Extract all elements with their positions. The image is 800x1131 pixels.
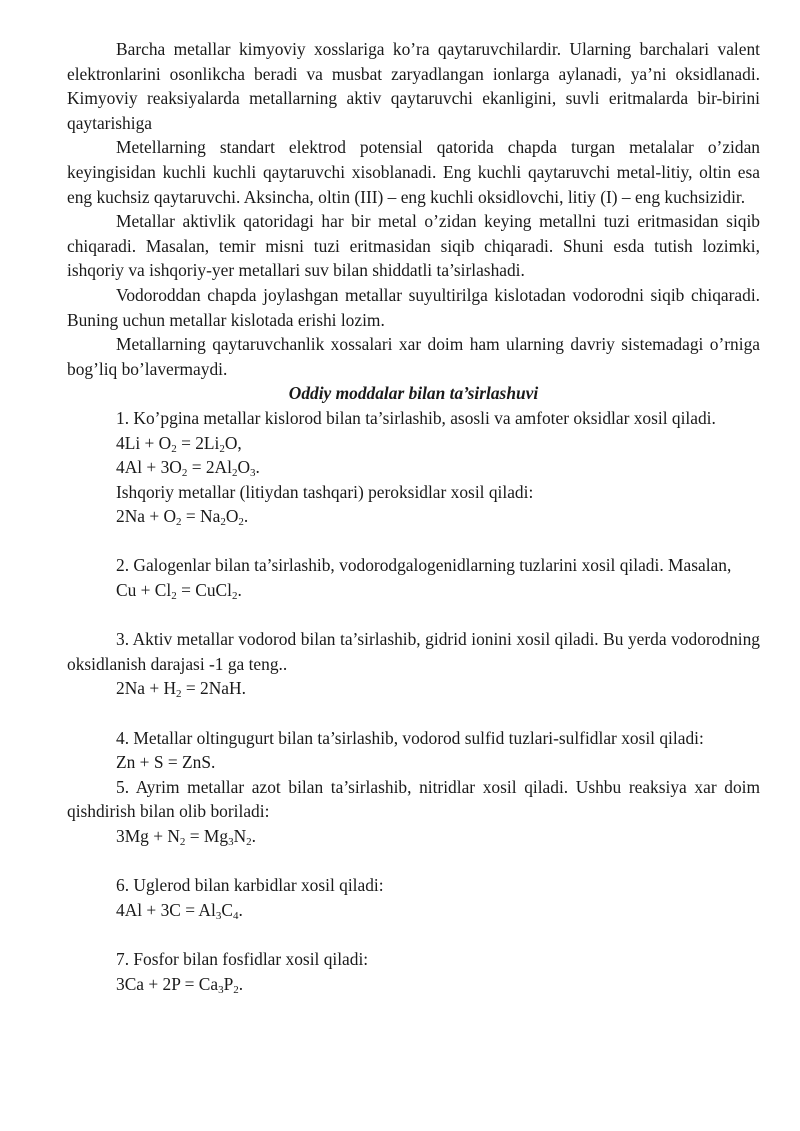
item-1-note: Ishqoriy metallar (litiydan tashqari) peroksidlar xosil qiladi: xyxy=(116,481,534,502)
paragraph-2: Metellarning standart elektrod potensial qatorida chapda turgan metalalar o’zidan keyingisidan kuchli kuchli qaytaruvchi xisoblanadi. Eng kuchli qaytaruvchi metal-litiy, oltin esa eng kuchsiz qaytaruvchi. Aksincha, oltin (III) – eng kuchli oksidlovchi, litiy (I) – eng kuchsizidir. xyxy=(67,137,760,207)
formula-text: = CuCl xyxy=(176,580,232,601)
formula-text: = 2NaH. xyxy=(181,678,246,699)
paragraph-5: Metallarning qaytaruvchanlik xossalari xar doim ham ularning davriy sistemadagi o’rniga bog’liq bo’lavermaydi. xyxy=(67,334,760,379)
spacer xyxy=(67,701,760,726)
formula-text: 4Al + 3O xyxy=(116,457,182,478)
subscript: 2 xyxy=(231,590,238,603)
section-heading: Oddiy moddalar bilan ta’sirlashuvi xyxy=(288,383,539,404)
paragraph-4: Vodoroddan chapda joylashgan metallar suyultirilga kislotadan vodorodni siqib chiqaradi. Buning uchun metallar kislotada erishi lozim. xyxy=(67,284,760,330)
formula-text: . xyxy=(238,899,243,920)
subscript: 3 xyxy=(215,909,222,922)
document-page xyxy=(67,37,760,996)
spacer xyxy=(67,603,760,628)
subscript: 2 xyxy=(219,442,225,455)
formula-text: Cu + Cl xyxy=(116,580,172,601)
subscript: 2 xyxy=(171,442,177,455)
formula-text: . xyxy=(243,506,249,527)
equation-5 xyxy=(67,676,760,701)
subscript: 3 xyxy=(250,467,256,480)
formula-text: Zn + S = ZnS. xyxy=(116,752,216,773)
paragraph-3: Metallar aktivlik qatoridagi har bir metal o’zidan keying metallni tuzi eritmasidan siqib chiqaradi. Masalan, temir misni tuzi eritmasidan siqib chiqaradi. Shuni esda tutish lozimki, ishqoriy va ishqoriy-yer metallari suv bilan shiddatli ta’sirlashadi. xyxy=(67,211,760,281)
item-3-text: 3. Aktiv metallar vodorod bilan ta’sirlashib, gidrid ionini xosil qiladi. Bu yerda vodorodning oksidlanish darajasi -1 ga teng.. xyxy=(67,629,760,674)
subscript: 2 xyxy=(246,836,252,848)
equation-6 xyxy=(67,750,760,775)
subscript: 4 xyxy=(232,909,239,922)
formula-text: = Na xyxy=(181,506,221,527)
equation-2 xyxy=(67,455,760,480)
equation-9 xyxy=(67,972,760,997)
equation-7 xyxy=(67,824,760,849)
spacer xyxy=(67,529,760,554)
formula-text: 4Al + 3C = Al xyxy=(116,899,216,920)
formula-text: O xyxy=(225,506,239,527)
subscript: 2 xyxy=(176,516,182,529)
item-1-text: 1. Ko’pgina metallar kislorod bilan ta’sirlashib, asosli va amfoter oksidlar xosil qiladi. xyxy=(116,407,716,428)
formula-text: = 2Al xyxy=(187,457,232,478)
paragraph-1: Barcha metallar kimyoviy xosslariga ko’ra qaytaruvchilardir. Ularning barchalari valent elektronlarini osonlikcha beradi va musbat zaryadlangan ionlarga aylanadi, ya’ni oksidlanadi. Kimyoviy reaksiyalarda metallarning aktiv qaytaruvchi ekanligini, suvli eritmalarda bir-birini qaytarishiga xyxy=(67,39,760,133)
formula-text: 3Ca + 2P = Ca xyxy=(116,973,219,994)
formula-text: = 2Li xyxy=(176,432,220,453)
formula-text: O, xyxy=(224,432,242,453)
formula-text: 3Mg + N xyxy=(116,826,180,846)
subscript: 3 xyxy=(228,836,234,848)
formula-text: . xyxy=(237,580,242,601)
item-6-text: 6. Uglerod bilan karbidlar xosil qiladi: xyxy=(116,875,384,896)
equation-8 xyxy=(67,898,760,923)
formula-text: = Mg xyxy=(185,826,229,846)
equation-4 xyxy=(67,578,760,603)
formula-text: P xyxy=(223,973,234,994)
formula-text: . xyxy=(251,826,257,846)
formula-text: 2Na + O xyxy=(116,506,177,527)
formula-text: C xyxy=(221,899,233,920)
item-7-text: 7. Fosfor bilan fosfidlar xosil qiladi: xyxy=(116,948,369,969)
subscript: 2 xyxy=(171,590,177,603)
subscript: 2 xyxy=(181,467,188,480)
subscript: 2 xyxy=(233,983,239,996)
item-5-text: 5. Ayrim metallar azot bilan ta’sirlashib, nitridlar xosil qiladi. Ushbu reaksiya xar doim qishdirish bilan olib boriladi: xyxy=(67,776,760,822)
spacer xyxy=(67,849,760,874)
item-4-text: 4. Metallar oltingugurt bilan ta’sirlashib, vodorod sulfid tuzlari-sulfidlar xosil qiladi: xyxy=(116,727,704,748)
subscript: 2 xyxy=(220,516,226,529)
formula-text: . xyxy=(238,973,244,994)
equation-1 xyxy=(67,431,760,456)
subscript: 2 xyxy=(176,688,182,701)
formula-text: 4Li + O xyxy=(116,432,172,453)
subscript: 2 xyxy=(179,836,186,848)
formula-text: . xyxy=(255,457,260,478)
subscript: 2 xyxy=(238,516,244,529)
subscript: 2 xyxy=(231,467,238,480)
formula-text: O xyxy=(237,457,250,478)
formula-text: 2Na + H xyxy=(116,678,177,699)
subscript: 3 xyxy=(218,983,224,996)
item-2-text: 2. Galogenlar bilan ta’sirlashib, vodorodgalogenidlarning tuzlarini xosil qiladi. Masalan, xyxy=(116,555,732,576)
spacer xyxy=(67,922,760,947)
equation-3 xyxy=(67,504,760,529)
formula-text: N xyxy=(233,826,247,846)
